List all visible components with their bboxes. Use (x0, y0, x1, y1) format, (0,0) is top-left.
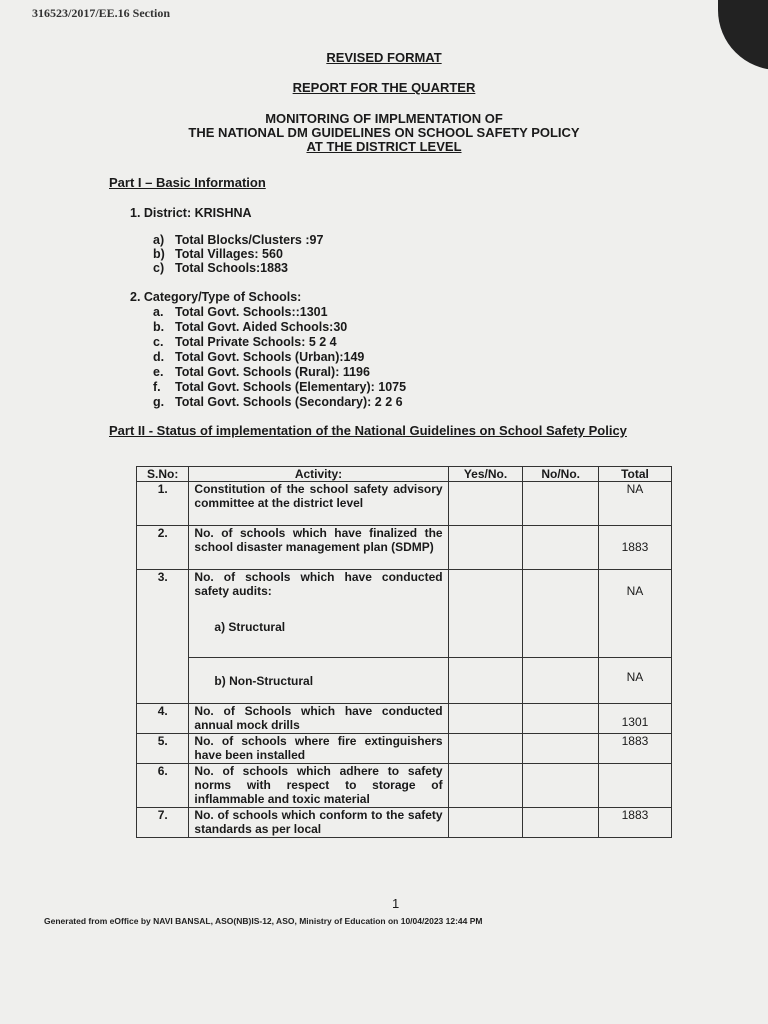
title-revised-format: REVISED FORMAT (326, 50, 442, 65)
title-monitoring: MONITORING OF IMPLMENTATION OF (265, 111, 503, 126)
header-no: No/No. (523, 467, 599, 482)
category-heading: 2. Category/Type of Schools: (130, 290, 302, 304)
header-sno: S.No: (137, 467, 189, 482)
file-reference: 316523/2017/EE.16 Section (32, 6, 171, 20)
category-d: d. Total Govt. Schools (Urban):149 (153, 350, 365, 364)
title-district-level: AT THE DISTRICT LEVEL (306, 139, 462, 154)
table-row: 3. No. of schools which have conducted safety audits: a) Structural NA (137, 570, 672, 658)
category-a: a. Total Govt. Schools::1301 (153, 305, 328, 319)
table-row: 6. No. of schools which adhere to safety norms with respect to storage of inflammable and toxic material (137, 764, 672, 808)
category-e: e. Total Govt. Schools (Rural): 1196 (153, 365, 370, 379)
total-villages: b) Total Villages: 560 (153, 247, 283, 261)
part1-heading: Part I – Basic Information (109, 175, 266, 190)
category-c: c. Total Private Schools: 5 2 4 (153, 335, 337, 349)
table-row: 2. No. of schools which have finalized the school disaster management plan (SDMP) 1883 (137, 526, 672, 570)
table-row: 1. Constitution of the school safety advisory committee at the district level NA (137, 482, 672, 526)
page-number: 1 (392, 896, 400, 911)
category-g: g. Total Govt. Schools (Secondary): 2 2 6 (153, 395, 403, 409)
total-schools: c) Total Schools:1883 (153, 261, 288, 275)
table-row: 5. No. of schools where fire extinguishers have been installed 1883 (137, 734, 672, 764)
header-yes: Yes/No. (448, 467, 523, 482)
category-f: f. Total Govt. Schools (Elementary): 1075 (153, 380, 407, 394)
title-guidelines: THE NATIONAL DM GUIDELINES ON SCHOOL SAFETY POLICY (188, 125, 580, 140)
title-report-quarter: REPORT FOR THE QUARTER (292, 80, 476, 95)
header-total: Total (598, 467, 671, 482)
part2-heading: Part II - Status of implementation of the National Guidelines on School Safety Policy (109, 423, 627, 438)
district: 1. District: KRISHNA (130, 206, 252, 220)
table-row: 4. No. of Schools which have conducted annual mock drills 1301 (137, 704, 672, 734)
table-row: 7. No. of schools which conform to the safety standards as per local 1883 (137, 808, 672, 838)
category-b: b. Total Govt. Aided Schools:30 (153, 320, 348, 334)
header-activity: Activity: (189, 467, 448, 482)
table-header-row (137, 467, 672, 482)
eoffice-footer: Generated from eOffice by NAVI BANSAL, ASO(NB)IS-12, ASO, Ministry of Education on 10/04/2023 12:44 PM (44, 916, 483, 926)
table-row: b) Non-Structural NA (137, 658, 672, 704)
status-table (136, 466, 672, 838)
total-blocks: a) Total Blocks/Clusters :97 (153, 233, 324, 247)
